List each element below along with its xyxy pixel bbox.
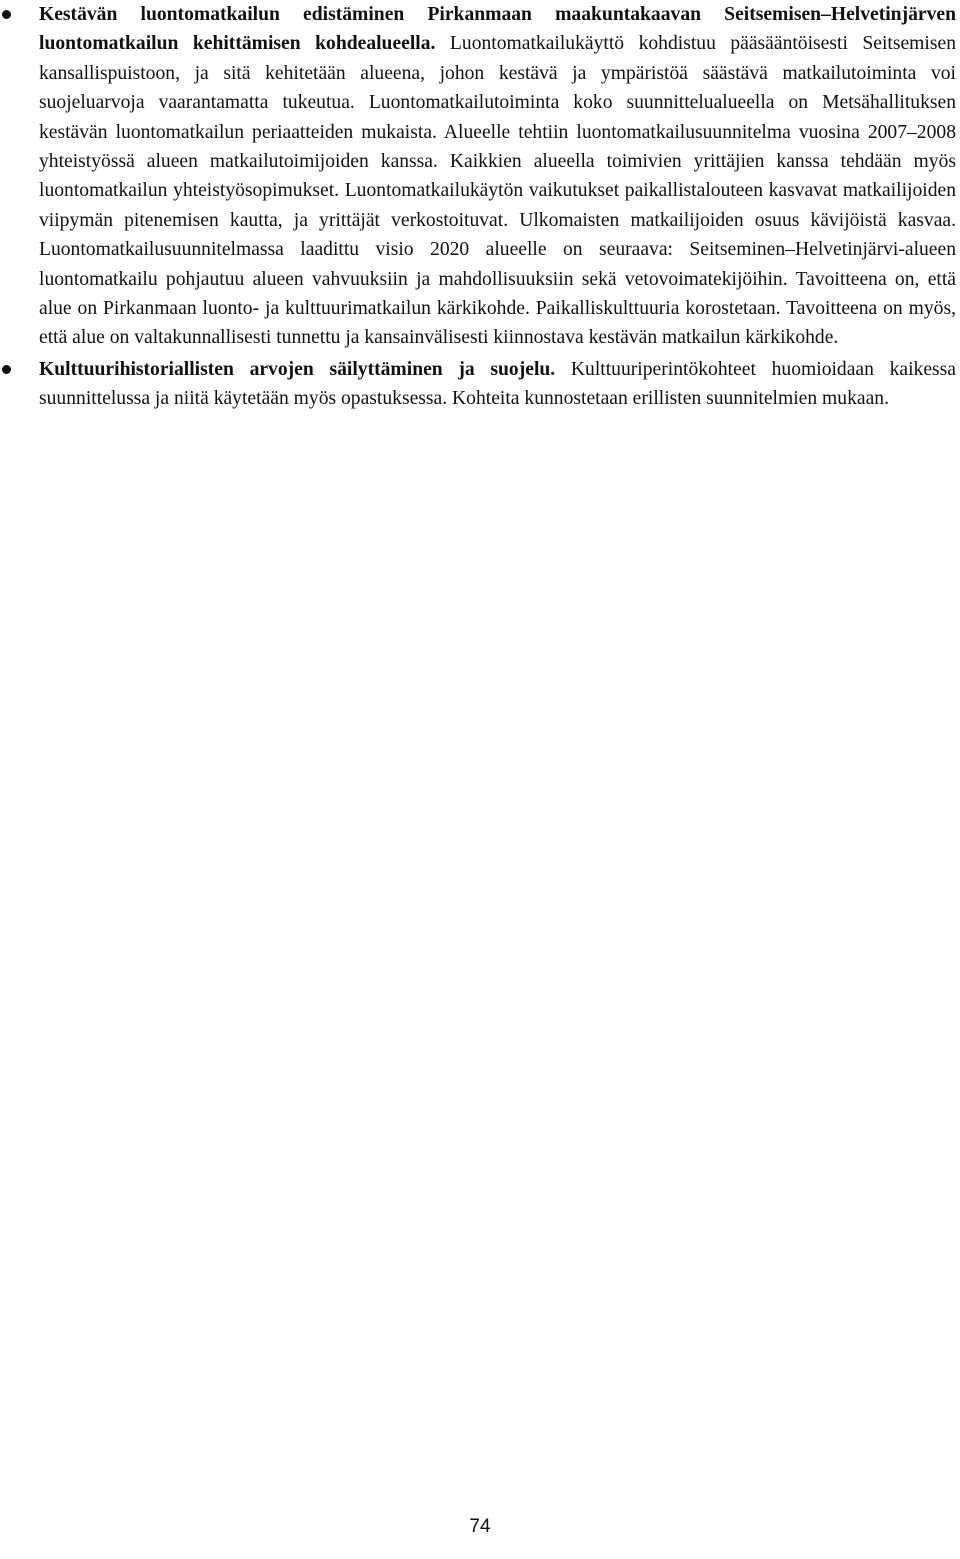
page-number: 74 (469, 1516, 491, 1537)
bullet-text: Luontomatkailukäyttö kohdistuu pääsääntöisesti Seitsemisen kansallispuistoon, ja sitä kehitetään alueena, johon kestävä ja ympäristöä säästävä matkailutoiminta voi suojeluarvoja vaarantamatta tukeutua. Luontomatkailutoiminta koko suunnittelualueella on Metsähallituksen kestävän luontomatkailun periaatteiden mukaista. Alueelle tehtiin luontomatkailusuunnitelma vuosina 2007–2008 yhteistyössä alueen matkailutoimijoiden kanssa. Kaikkien alueella toimivien yrittäjien kanssa tehdään myös luontomatkailun yhteistyösopimukset. Luontomatkailukäytön vaikutukset paikallistalouteen kasvavat matkailijoiden viipymän pitenemisen kautta, ja yrittäjät verkostoituvat. Ulkomaisten matkailijoiden osuus kävijöistä kasvaa. Luontomatkailusuunnitelmassa laadittu visio 2020 alueelle on seuraava: Seitseminen–Helvetinjärvi-alueen luontomatkailu pohjautuu alueen vahvuuksiin ja mahdollisuuksiin sekä vetovoimatekijöihin. Tavoitteena on, että alue on Pirkanmaan luonto- ja kulttuurimatkailun kärkikohde. Paikalliskulttuuria korostetaan. Tavoitteena on myös, että alue on valtakunnallisesti tunnettu ja kansainvälisesti kiinnostava kestävän matkailun kärkikohde. (39, 33, 956, 349)
bullet-text: Kulttuuriperintökohteet huomioidaan kaikessa suunnittelussa ja niitä käytetään myös opastuksessa. Kohteita kunnostetaan erillisten suunnitelmien mukaan. (39, 358, 957, 410)
bullet-icon (2, 365, 11, 374)
bullet-heading: Kulttuurihistoriallisten arvojen säilyttäminen ja suojelu. (39, 358, 556, 380)
bullet-icon (2, 10, 11, 19)
bullet-heading: Kestävän luontomatkailun edistäminen Pirkanmaan maakuntakaavan Seitsemisen–Helvetinjärven luontomatkailun kehittämisen kohdealueella. (39, 4, 956, 55)
document-body (0, 0, 956, 414)
list-item (0, 355, 956, 414)
list-item (0, 0, 956, 353)
